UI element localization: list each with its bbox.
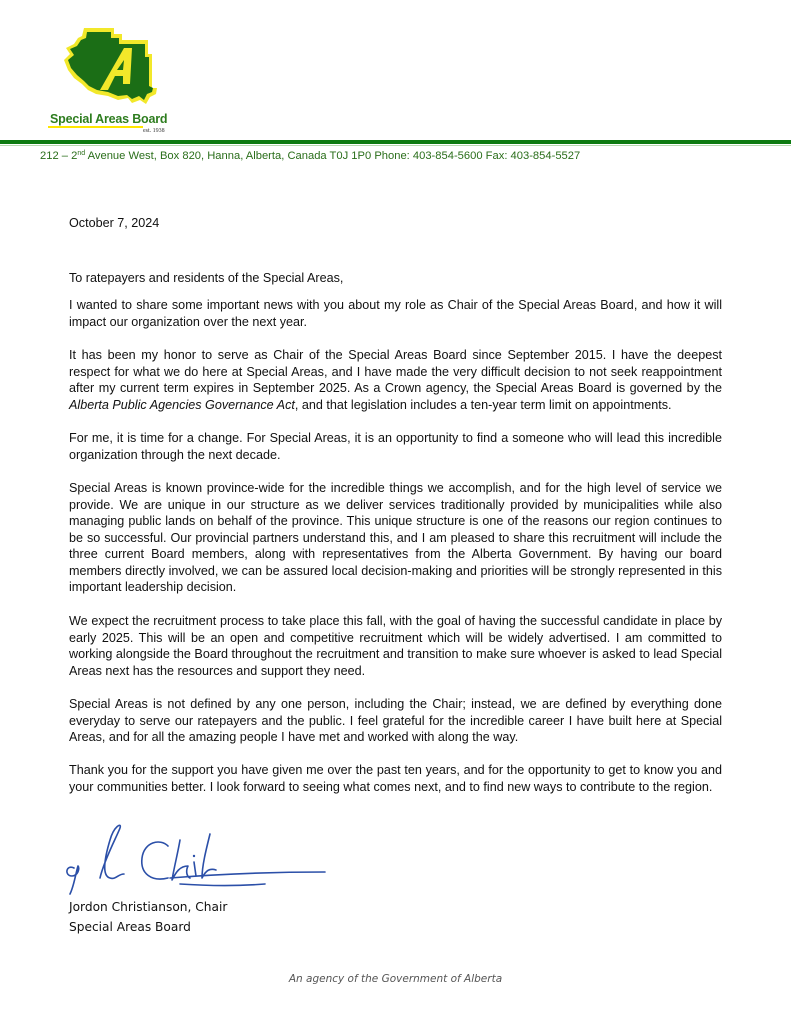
handwritten-signature-icon <box>60 820 340 900</box>
logo-underline <box>48 126 143 128</box>
paragraph-text: For me, it is time for a change. For Special Areas, it is an opportunity to find a someone who will lead this incredible organization through the next decade. <box>69 431 722 462</box>
paragraph-text: We expect the recruitment process to take place this fall, with the goal of having the successful candidate in place by early 2025. This will be an open and competitive recruitment which will be widely advertised. I am committed to working alongside the Board throughout the recruitment and transition to make sure whoever is asked to lead Special Areas next has the resources and support they need. <box>69 614 722 678</box>
letter-date: October 7, 2024 <box>69 216 160 230</box>
paragraph-text: Thank you for the support you have given me over the past ten years, and for the opportunity to get to know you and your communities better. I look forward to seeing what comes next, and to find new ways to contribute to the region. <box>69 763 722 794</box>
paragraph-text: Special Areas is not defined by any one person, including the Chair; instead, we are defined by everything done everyday to serve our ratepayers and the public. I feel grateful for the incredible career I have built here at Special Areas, and for all the amazing people I have met and worked with along the way. <box>69 697 722 744</box>
paragraph-lead: It has been my honor to serve as Chair of the Special Areas Board since September 2015. I have the deepest respect for what we do here at Special Areas, and I have made the very difficult decision to not seek reappointment after my current term expires in September 2025. As a Crown agency, the Special Areas Board is governed by the <box>69 348 722 395</box>
special-areas-map-icon <box>60 24 160 114</box>
paragraph-text <box>69 347 722 413</box>
header-rule-thin <box>0 145 791 146</box>
footer-tagline: An agency of the Government of Alberta <box>288 973 503 985</box>
letter-paragraph-2 <box>69 347 722 413</box>
act-name: Alberta Public Agencies Governance Act <box>69 397 295 412</box>
logo-org-name: Special Areas Board <box>50 112 168 126</box>
letter-paragraph-6 <box>69 696 722 746</box>
signer-name: Jordon Christianson, Chair <box>69 900 228 914</box>
paragraph-tail: , and that legislation includes a ten-year term limit on appointments. <box>294 397 672 412</box>
address-ordinal: nd <box>77 150 86 157</box>
letter-greeting: To ratepayers and residents of the Special Areas, <box>69 271 344 285</box>
letter-paragraph-1 <box>69 297 722 330</box>
address-contact: Avenue West, Box 820, Hanna, Alberta, Canada T0J 1P0 Phone: 403-854-5600 Fax: 403-854-5527 <box>85 150 581 162</box>
letter-paragraph-4 <box>69 480 722 596</box>
address-street-number: 212 – 2 <box>40 150 78 162</box>
logo-established: est. 1938 <box>143 128 165 134</box>
logo <box>48 22 178 132</box>
letter-paragraph-7 <box>69 762 722 795</box>
signature <box>60 820 340 905</box>
letterhead-address <box>40 150 580 162</box>
signer-organization: Special Areas Board <box>69 920 191 934</box>
signer-block <box>69 897 227 937</box>
header-rule <box>0 140 791 144</box>
paragraph-text: I wanted to share some important news with you about my role as Chair of the Special Areas Board, and how it will impact our organization over the next year. <box>69 298 722 329</box>
letter-paragraph-5 <box>69 613 722 679</box>
paragraph-text: Special Areas is known province-wide for the incredible things we accomplish, and for the high level of service we provide. We are unique in our structure as we deliver services traditionally provided by municipalities while also managing public lands on behalf of the province. This unique structure is one of the reasons our region continues to be so successful. Our provincial partners understand this, and I am pleased to share this recruitment will include the three current Board members, along with representatives from the Alberta Government. By having our board members directly involved, we can be assured local decision-making and priorities will be strongly represented in this important leadership decision. <box>69 481 722 594</box>
letter-paragraph-3 <box>69 430 722 463</box>
